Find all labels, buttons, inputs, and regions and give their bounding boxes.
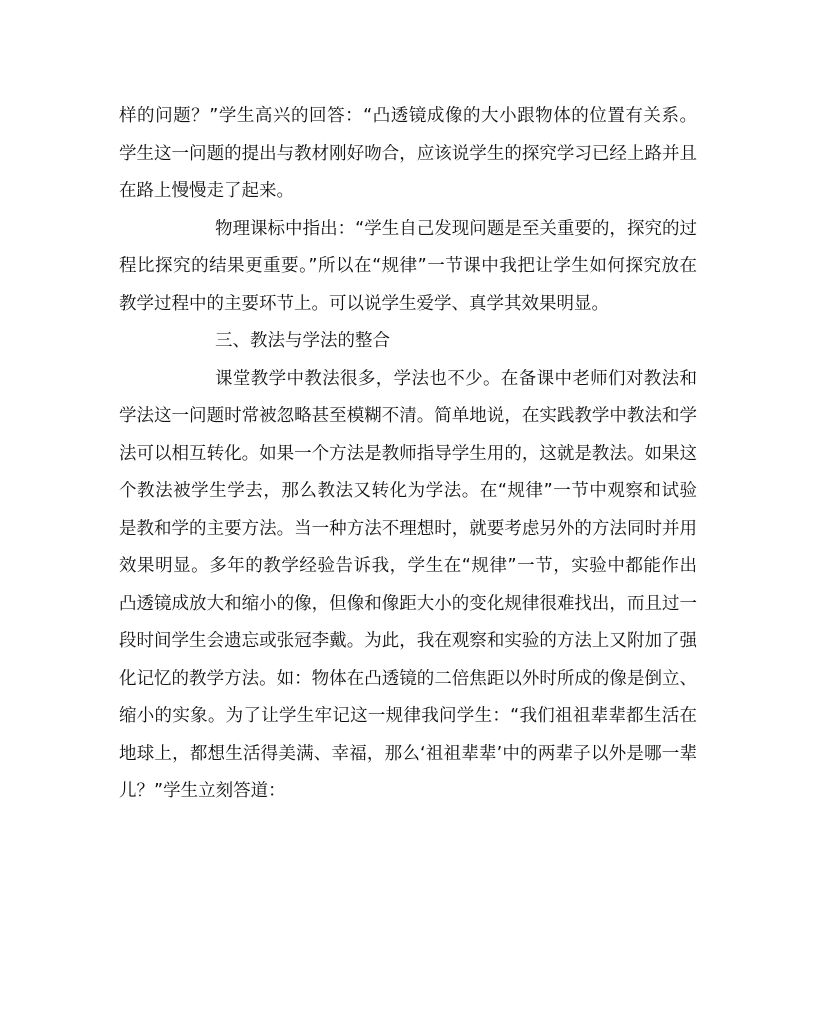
document-body (119, 98, 697, 811)
paragraph-continuation: 样的问题？”学生高兴的回答：“凸透镜成像的大小跟物体的位置有关系。学生这一问题的提出与教材刚好吻合，应该说学生的探究学习已经上路并且在路上慢慢走了起来。 (119, 106, 697, 201)
paragraph-curriculum-standard: 物理课标中指出：“学生自己发现问题是至关重要的，探究的过程比探究的结果更重要。”所以在“规律”一节课中我把让学生如何探究放在教学过程中的主要环节上。可以说学生爱学、真学其效果明显。 (119, 218, 697, 314)
section-heading: 三、教法与学法的整合 (215, 331, 390, 351)
paragraph-teaching-methods: 课堂教学中教法很多，学法也不少。在备课中老师们对教法和学法这一问题时常被忽略甚至模糊不清。简单地说，在实践教学中教法和学法可以相互转化。如果一个方法是教师指导学生用的，这就是教法。如果这个教法被学生学去，那么教法又转化为学法。在“规律”一节中观察和试验是教和学的主要方法。当一种方法不理想时，就要考虑另外的方法同时并用效果明显。多年的教学经验告诉我，学生在“规律”一节，实验中都能作出凸透镜成放大和缩小的像，但像和像距大小的变化规律很难找出，而且过一段时间学生会遗忘或张冠李戴。为此，我在观察和实验的方法上又附加了强化记忆的教学方法。如：物体在凸透镜的二倍焦距以外时所成的像是倒立、缩小的实象。为了让学生牢记这一规律我问学生：“我们祖祖辈辈都生活在地球上，都想生活得美满、幸福，那么‘祖祖辈辈’中的两辈子以外是哪一辈儿？”学生立刻答道： (119, 368, 697, 801)
